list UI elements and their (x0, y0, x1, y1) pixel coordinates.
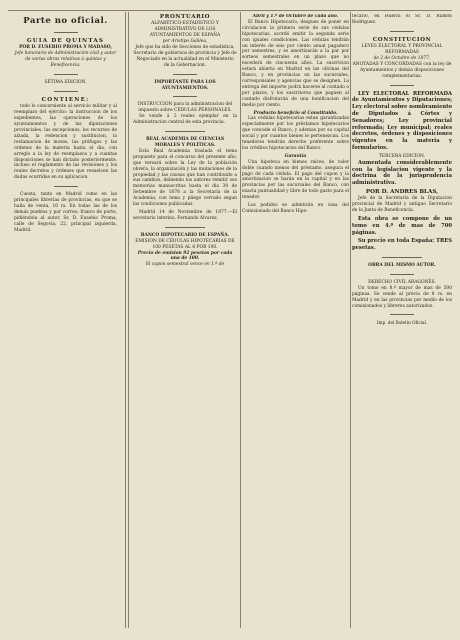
bank-subtitle: EMISION DE CÉDULAS HIPOTECARIAS DE 100 PESETAS AL 6 POR 100. (135, 238, 235, 250)
important-notice: IMPORTANTE PARA LOS AYUNTAMIENTOS. (154, 79, 216, 91)
divider (54, 74, 78, 75)
edition-label: TERCERA EDICION. (379, 153, 425, 159)
academy-date: Madrid 14 de Noviembre de 1877.—El secretario interino, Fernando Alvarez. (133, 209, 237, 221)
divider (390, 31, 414, 32)
academy-title: REAL ACADEMIA DE CIENCIAS MORALES Y POLÍTICAS. (145, 137, 225, 148)
law-title: LEY ELECTORAL REFORMADA de Ayuntamientos y Diputaciones; Ley electoral sobre nombramiento de Diputados á Córtes y Senadores; Ley provincial reformada; Ley municipal; reales decretos, órdenes y disposiciones vigentes en la materia y formularios. (352, 90, 452, 152)
orders-text: Los pedidos se admitirán en casa del Comisionado del Banco Hipo- (242, 203, 349, 214)
top-rule (8, 10, 452, 11)
other-work-body: Un tomo en 8.º mayor de mas de 500 páginas. Se vende al precio de 8 rs. en Madrid y en las provincias por medio de los comisionados y libreros autorizados. (352, 285, 452, 309)
instruction-notice: Se vende á 2 reales ejemplar en la Administracion central de esta provincia. (133, 114, 237, 126)
constitution-title: CONSTITUCION (372, 36, 432, 43)
column-3-header: Abril y 1.º de Octubre de cada año. (252, 14, 339, 19)
price-info: Su precio en toda España: TRES pesetas. (352, 238, 452, 252)
contents-title: CONTIENE: (41, 96, 90, 103)
column-3 (242, 14, 349, 630)
column-divider-2 (240, 12, 241, 628)
academy-body: Esta Real Academia traslada el tema propuesto para el concurso del presente año, que versará sobre la Ley de la población obrera, la organización y las mutaciones de la propiedad y las causas que han contribuido a sus cambios, debiendo los autores remitir sus memorias manuscritas hasta el dia 30 de Setiembre de 1878 a la Secretaría de la Academia, con lema y pliego cerrado segun las condiciones publicadas. (133, 148, 237, 208)
constitution-subtitle: LEYES ELECTORAL Y PROVINCIAL REFORMADAS (361, 44, 443, 56)
column-4 (352, 14, 452, 630)
guarantee-body-2: Una hipoteca en bienes raíces, de valor doble cuando menos del préstamo, asegura el pago de cada cédula. El pago del cupon y la amortizacion se harán en la capital y en las provincias por las sucursales del Banco, con exacta puntualidad y libre de todo gasto para el tenedor. (242, 159, 349, 201)
author-name: POR D. ANDRES BLAS, (365, 188, 439, 195)
sales-body: Cuesta, tanto en Madrid como en las principales librerías de provincias, en que se halla de venta, 10 rs. En todas las de los demás pueblos y por correo, franco de porte, pidiéndola al autor, Sr. D. Eusebio Proma, calle de Segovia, 22, principal izquierda, Madrid. (14, 192, 117, 233)
edition-body: Aumentada considerablemente con la legislacion vigente y la doctrina de la jurisprudencia administrativa. (352, 159, 452, 187)
bank-coupon: El cupon semestral vence en 1.º de (145, 262, 225, 268)
bank-body: El Banco Hipotecario, despues de poner en circulacion la primera serie de sus cédulas hipotecarias, acordó emitir la segunda serie con iguales condiciones. Las cédulas tendrán un interés de seis por ciento anual pagadero por semestres, y se amortizarán a la par por sorteos semestrales en un plazo que no excederá de cincuenta años. La suscricion estará abierta en Madrid en las oficinas del Banco, y en provincias en las sucursales, corresponsales y agencias que se designen. La entrega del importe podrá hacerse al contado o por plazos, y los suscritores que paguen al contado disfrutarán de una bonificacion del medio por ciento. (242, 19, 349, 108)
guarantee-body: Las cédulas hipotecarias estan garantizadas especialmente por los préstamos hipotecarios que concede el Banco, y ademas por su capital social y por cuantos bienes le pertenezcan. Los tenedores tendrán derecho preferente sobre los créditos hipotecarios del Banco. (242, 116, 349, 151)
constitution-body: ANOTADAS Y CONCORDADAS con la ley de Ayuntamientos y demás disposiciones complementarias. (352, 61, 452, 79)
divider (165, 131, 205, 132)
guide-author: POR D. EUSEBIO PROMA Y MADASO, (19, 45, 112, 51)
divider (54, 91, 78, 92)
column-2 (133, 14, 237, 630)
instruction-title: INSTRUCCION para la administracion del impuesto sobre CÉDULAS PERSONALES. (137, 102, 233, 114)
divider (54, 186, 78, 187)
other-work-title: OBRA DEL MISMO AUTOR. (368, 263, 436, 269)
column-4-top: tecario, en Huelva el Sr. D. Ramon Rodriguez. (352, 14, 452, 25)
constitution-date: de 2 de Octubre de 1877, (373, 56, 431, 62)
guarantee-heading-2: Garantía (284, 153, 307, 159)
divider (54, 32, 78, 33)
prontuario-title: PRONTUARIO (159, 14, 211, 20)
divider (165, 227, 205, 228)
divider (173, 74, 197, 75)
divider (390, 85, 414, 86)
divider (390, 274, 414, 275)
guide-title: GUIA DE QUINTAS (26, 38, 105, 44)
prontuario-subtitle: ALFABÉTICO-ESTADÍSTICO Y ADMINISTRATIVO DE LOS AYUNTAMIENTOS DE ESPAÑA (149, 21, 221, 39)
contents-body: todo lo concerniente al servicio militar y al reemplazo del ejército: la instruccion de los expedientes, las operaciones de los ayuntamientos y de las diputaciones provinciales, las excepciones, los recursos de alzada, la redencion y sustitucion, la reclamacion de mozos, las prófugos y las ordenes de la materia hasta el dia, con arreglo a la ley de reemplazos y a cuantas disposiciones se han dictado posteriormente, incluso el reglamento de las revisiones y los reales decretos y órdenes que resuelven las dudas ocurridas en su aplicacion. (14, 104, 117, 181)
divider (390, 314, 414, 315)
bank-price: Precio de emision 92 pesetas por cada una de 100. (137, 250, 233, 262)
column-divider-3 (350, 12, 351, 628)
other-work-subtitle: DERECHO CIVIL ARAGONÉS. (368, 279, 436, 285)
column-divider-1 (125, 12, 129, 628)
bank-title: BANCO HIPOTECARIO DE ESPAÑA. (140, 232, 230, 238)
printer-footer: Imp. del Boletín Oficial. (376, 320, 428, 326)
sale-info: Esta obra se compone de un tomo en 4.º de mas de 700 páginas. (352, 216, 452, 236)
guide-office: Jefe honorario de Administración civil y autor de varias obras relativas á quintas y Beneficencia. (14, 51, 117, 69)
section-header: Parte no oficial. (23, 16, 108, 26)
guarantee-heading: Producto beneficio al Constituido. (253, 110, 338, 116)
prontuario-author-desc: Jefe que ha sido de Secciones de estadística, Secretario de gobiernos de provincia y Jefe de Negociado en la actualidad en el Ministerio de la Gobernacion. (133, 45, 237, 68)
prontuario-author: por Aristipo Galilea, (162, 39, 208, 45)
edition-label: SÉTIMA EDICION. (44, 80, 87, 86)
divider (382, 257, 422, 258)
author-desc: Jefe de la Secretaría de la Diputacion provincial de Madrid y antiguo Secretario de la Junta de Beneficencia. (352, 196, 452, 214)
divider (173, 96, 197, 97)
column-1 (14, 14, 117, 630)
